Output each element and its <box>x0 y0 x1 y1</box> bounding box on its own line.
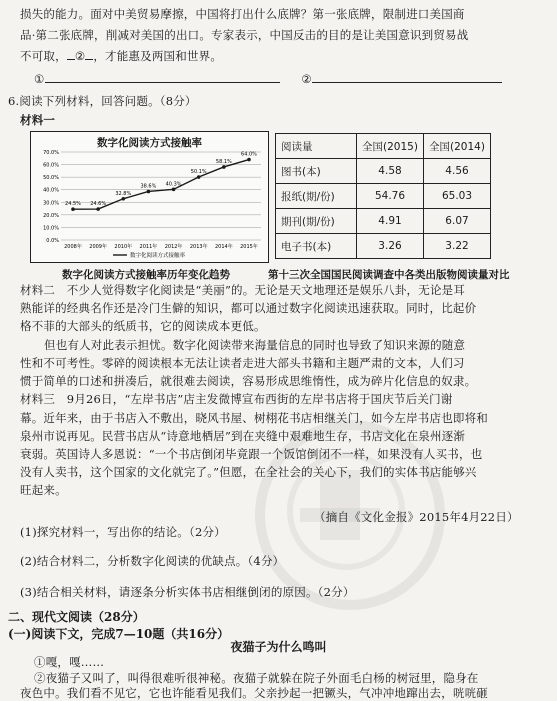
y-tick-label: 30.0% <box>43 200 59 207</box>
table-cell: 电子书(本) <box>276 234 357 259</box>
question-2: (2)结合材料二，分析数字化阅读的优缺点。（4分） <box>20 554 285 568</box>
material2-line-3: 格不菲的大部头的纸质书，它的阅读成本更低。 <box>20 319 266 333</box>
question-3: (3)结合相关材料，请逐条分析实体书店相继倒闭的原因。（2分） <box>20 585 355 599</box>
table-row <box>276 184 491 209</box>
table-cell: 4.58 <box>357 159 424 184</box>
y-tick-label: 60.0% <box>43 162 59 169</box>
q6-heading: 6.阅读下列材料，回答问题。（8分） <box>8 94 197 108</box>
y-tick-label: 10.0% <box>43 225 59 232</box>
data-point <box>247 158 251 162</box>
reading-volume-table <box>275 133 491 259</box>
article-paragraph-1: ①嘎，嘎…… <box>34 655 105 669</box>
article-paragraph-2-line-1: ②夜猫子又叫了，叫得很难听很神秘。夜猫子就躲在院子外面毛白杨的树冠里，隐身在 <box>34 671 479 685</box>
answer-2-blank[interactable] <box>312 82 502 83</box>
table-cell: 4.91 <box>357 209 424 234</box>
y-tick-label: 20.0% <box>43 212 59 219</box>
chart-title: 数字化阅读方式接触率 <box>97 137 202 149</box>
data-label: 24.5% <box>65 201 81 208</box>
material3-line-6: 旺起来。 <box>20 483 67 497</box>
table-header-cell: 全国(2015) <box>357 134 424 159</box>
top-line-3-circle: ② <box>74 49 86 63</box>
table-header-cell: 全国(2014) <box>424 134 491 159</box>
x-tick-label: 2008年 <box>64 244 82 250</box>
data-point <box>96 207 100 211</box>
y-tick-label: 50.0% <box>43 175 59 182</box>
top-line-3-a: 不可取， <box>20 49 67 63</box>
top-line-2: 品·第二张底牌，削减对美国的出口。专家表示，中国反击的目的是让美国意识到贸易战 <box>20 28 469 42</box>
data-label: 40.3% <box>165 181 182 188</box>
x-tick-label: 2012年 <box>164 244 183 250</box>
table-cell: 3.26 <box>357 234 424 259</box>
data-label: 64.0% <box>241 151 257 158</box>
top-line-3 <box>20 49 222 64</box>
table-cell: 3.22 <box>424 234 491 259</box>
data-point <box>121 197 125 201</box>
material1-label: 材料一 <box>20 113 56 127</box>
table-cell: 4.56 <box>424 159 491 184</box>
table-row <box>276 234 491 259</box>
table-header-cell: 阅读量 <box>276 134 357 159</box>
answer-2-label: ② <box>301 72 312 86</box>
x-tick-label: 2013年 <box>189 244 208 250</box>
material3-line-5: 没有人卖书，这个国家的文化就完了。”但愿，在全社会的关心下，我们的实体书店能够兴 <box>20 465 477 479</box>
material2-line-2: 熟能详的经典名作还是冷门生僻的知识，都可以通过数字化阅读迅速获取。同时，比起价 <box>20 301 477 315</box>
section2-subheading: (一)阅读下文，完成7—10题（共16分） <box>8 627 230 641</box>
chart-svg <box>31 132 268 262</box>
material2-line-1: 材料二 不少人觉得数字化阅读是“美丽”的。无论是天文地理还是娱乐八卦，无论是耳 <box>20 283 466 297</box>
material3-line-3: 泉州市说再见。民营书店从“诗意地栖居”到在夹缝中艰难地生存，书店文化在泉州逐渐 <box>20 429 466 443</box>
answer-line <box>34 72 502 87</box>
material3-line-2: 幕。近年来，由于书店入不敷出，晓风书屋、树栩花书店相继关门，如今左岸书店也即将和 <box>20 411 488 425</box>
table-cell: 报纸(期/份) <box>276 184 357 209</box>
data-point <box>197 175 201 179</box>
data-point <box>172 188 176 192</box>
top-line-3-b: ，才能惠及两国和世界。 <box>93 49 223 63</box>
x-tick-label: 2009年 <box>89 244 108 250</box>
table-cell: 期刊(期/份) <box>276 209 357 234</box>
data-label: 58.1% <box>215 158 232 165</box>
blank <box>67 59 75 60</box>
data-point <box>222 165 226 169</box>
answer-1-label: ① <box>34 72 45 86</box>
x-tick-label: 2015年 <box>240 244 258 250</box>
table-cell: 54.76 <box>357 184 424 209</box>
material2-line-4: 但也有人对此表示担忧。数字化阅读带来海量信息的同时也导致了知识来源的随意 <box>44 338 466 352</box>
top-line-1: 损失的能力。面对中美贸易摩擦，中国将打出什么底牌？第一张底牌，限制进口美国商 <box>20 7 465 21</box>
data-label: 38.6% <box>140 183 157 190</box>
table-row <box>276 209 491 234</box>
article-title: 夜猫子为什么鸣叫 <box>230 640 327 654</box>
y-tick-label: 40.0% <box>43 187 59 194</box>
y-tick-label: 0.0% <box>46 238 59 244</box>
x-tick-label: 2010年 <box>114 244 133 250</box>
data-point <box>147 190 151 194</box>
table-caption: 第十三次全国国民阅读调查中各类出版物阅读量对比 <box>268 269 510 281</box>
table-row <box>276 159 491 184</box>
answer-1-blank[interactable] <box>45 82 280 83</box>
material3-line-4: 衰弱。英国诗人多恩说：“一个书店倒闭毕竟跟一个饭馆倒闭不一样，如果没有人买书，也 <box>20 447 483 461</box>
table-cell: 6.07 <box>424 209 491 234</box>
material3-line-1: 材料三 9月26日，“左岸书店”店主发微博宣布西街的左岸书店将于国庆节后关门谢 <box>20 392 453 406</box>
material2-line-5: 性和不可考性。零碎的阅读根本无法让读者走进大部头书籍和主题严肃的文本，人们习 <box>20 356 465 370</box>
legend-label: 数字化阅读方式接触率 <box>130 253 186 259</box>
x-tick-label: 2014年 <box>214 244 233 250</box>
data-label: 24.6% <box>90 201 107 208</box>
data-label: 32.8% <box>115 190 132 197</box>
material3-source: （摘自《文化金报》2015年4月22日） <box>314 510 519 524</box>
table-cell: 65.03 <box>424 184 491 209</box>
x-tick-label: 2011年 <box>139 244 158 250</box>
chart-caption: 数字化阅读方式接触率历年变化趋势 <box>62 269 230 281</box>
data-label: 50.1% <box>190 169 207 176</box>
section2-heading: 二、现代文阅读（28分） <box>8 610 145 624</box>
chart-frame <box>30 131 269 263</box>
question-1: (1)探究材料一，写出你的结论。（2分） <box>20 525 226 539</box>
y-tick-label: 70.0% <box>43 150 59 156</box>
data-point <box>71 207 75 211</box>
material2-line-6: 惯于简单的口述和拼凑后，就很难去阅读，容易形成思维惰性，成为碎片化信息的奴隶。 <box>20 374 477 388</box>
table-header-row <box>276 134 491 159</box>
table-cell: 图书(本) <box>276 159 357 184</box>
article-paragraph-2-line-2: 夜色中。我们看不见它，它也许能看见我们。父亲抄起一把镢头，气冲冲地蹿出去，咣咣砸 <box>20 686 488 700</box>
